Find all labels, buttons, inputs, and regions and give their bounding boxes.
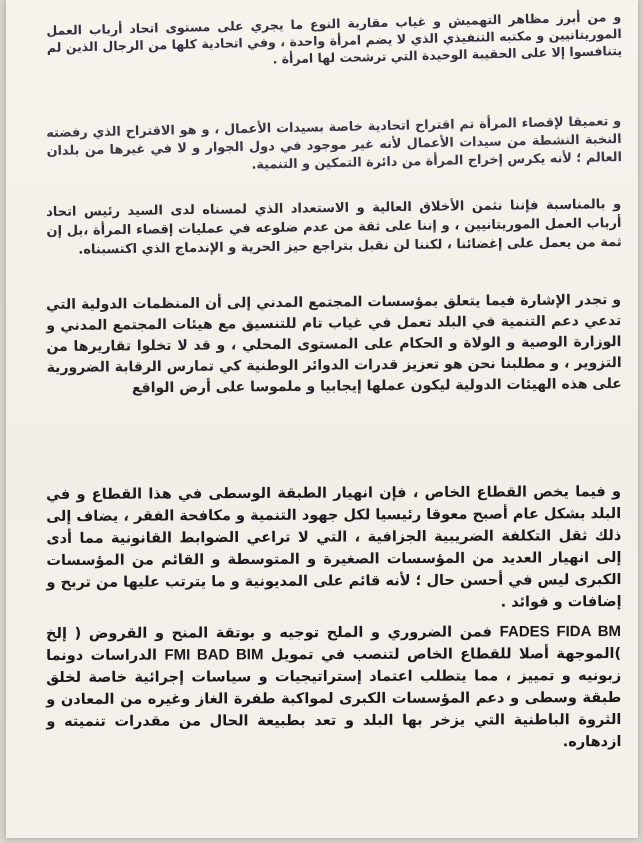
funding-bodies-term-2: FMI BAD BIM	[164, 646, 264, 664]
funding-text-part-1: فمن الضروري و الملح توجيه و بوتقة المنح و القروض (	[74, 624, 493, 642]
document-body	[46, 8, 621, 753]
paragraph-businesswomen-federation-proposal: و تعميقا لإقصاء المرأة تم اقتراح اتحادية خاصة بسيدات الأعمال ، و هو الاقتراح الذي رفضته النخبة النشطة من سيدات الأعمال لأنه غير موجود في دول الجوار و لا في غيرها من بلدان العالم ؛ لأنه يكرس إخراج المرأة من دائرة التمكين و التنمية.	[46, 113, 623, 173]
paragraph-private-sector: و فيما يخص القطاع الخاص ، فإن انهيار الطبقة الوسطى في هذا القطاع و في البلد بشكل عام أصبح معوقا رئيسيا لكل جهود التنمية و مكافحة الفقر ، يضاف إلى ذلك ثقل التكلفة الضريبية الجزافية ، التي لا تراعي الضوابط القانونية مما أدى إلى انهيار العديد من المؤسسات الصغيرة و المتوسطة و القائم من المؤسسات الكبرى ليس في أحسن حال ؛ لأنه قائم على المديونية و ما يترتب عليها من تربح و إضافات و فوائد .	[46, 483, 622, 611]
paragraph-funding-recommendations	[46, 621, 621, 755]
funding-text-part-2: إلخ )الموجهة أصلا للقطاع الخاص لتنصب في تمويل	[46, 625, 622, 664]
paragraph-appreciation-union-president: و بالمناسبة فإننا نثمن الأخلاق العالية و الاستعداد الذي لمسناه لدى السيد رئيس اتحاد أرباب العمل الموريتانيين ، و إننا على ثقة من عدم ضلوعه في عمليات إقصاء المرأة ،بل إن ثمة من يعمل على إغضائنا ، لكننا لن نقبل بتراجع حيز الحرية و الإندماج الذي اكتسبناه.	[46, 196, 622, 258]
funding-text-part-3: الدراسات دونما زبونيه و تمييز ، مما يتطلب اعتماد إستراتيجيات و سياسات إجرائية خاصة لخلق طبقة وسطى و دعم المؤسسات الكبرى لمواكبة طفرة الغاز وغيره من المعادن و الثروة الباطنية التي يزخر بها البلد و تعد بطبيعة الحال من مقدرات تنميته و ازدهاره.	[46, 647, 622, 751]
paragraph-women-exclusion-employers-union: و من أبرز مظاهر التهميش و غياب مقاربة النوع ما يجري على مستوى اتحاد أرباب العمل الموريتانيين و مكتبه التنفيذي الذي لا يضم امرأة واحدة ، وفي اتحادية كلها من الرجال الذين لم يتنافسوا إلا على الحقيبة الوحيدة التي ترشحت لها امرأة .	[46, 8, 623, 67]
funding-bodies-term-1: FADES FIDA BM	[499, 623, 622, 641]
document-page	[6, 0, 638, 838]
paragraph-civil-society-organizations: و تجدر الإشارة فيما يتعلق بمؤسسات المجتمع المدني إلى أن المنظمات الدولية التي تدعي دعم التنمية في البلد تعمل في غياب تام للتنسيق مع هيئات المجتمع المدني و الوزارة الوصية و الولاة و الحكام على المستوى المحلي ، و قد لا تخلوا تقاريرها من التزوير ، و مطلبنا نحن هو تعزيز قدرات الدوائر الوطنية كي تمارس الرقابة الضرورية على هذه الهيئات الدولية ليكون عملها إيجابيا و ملموسا على أرض الواقع	[46, 291, 622, 397]
